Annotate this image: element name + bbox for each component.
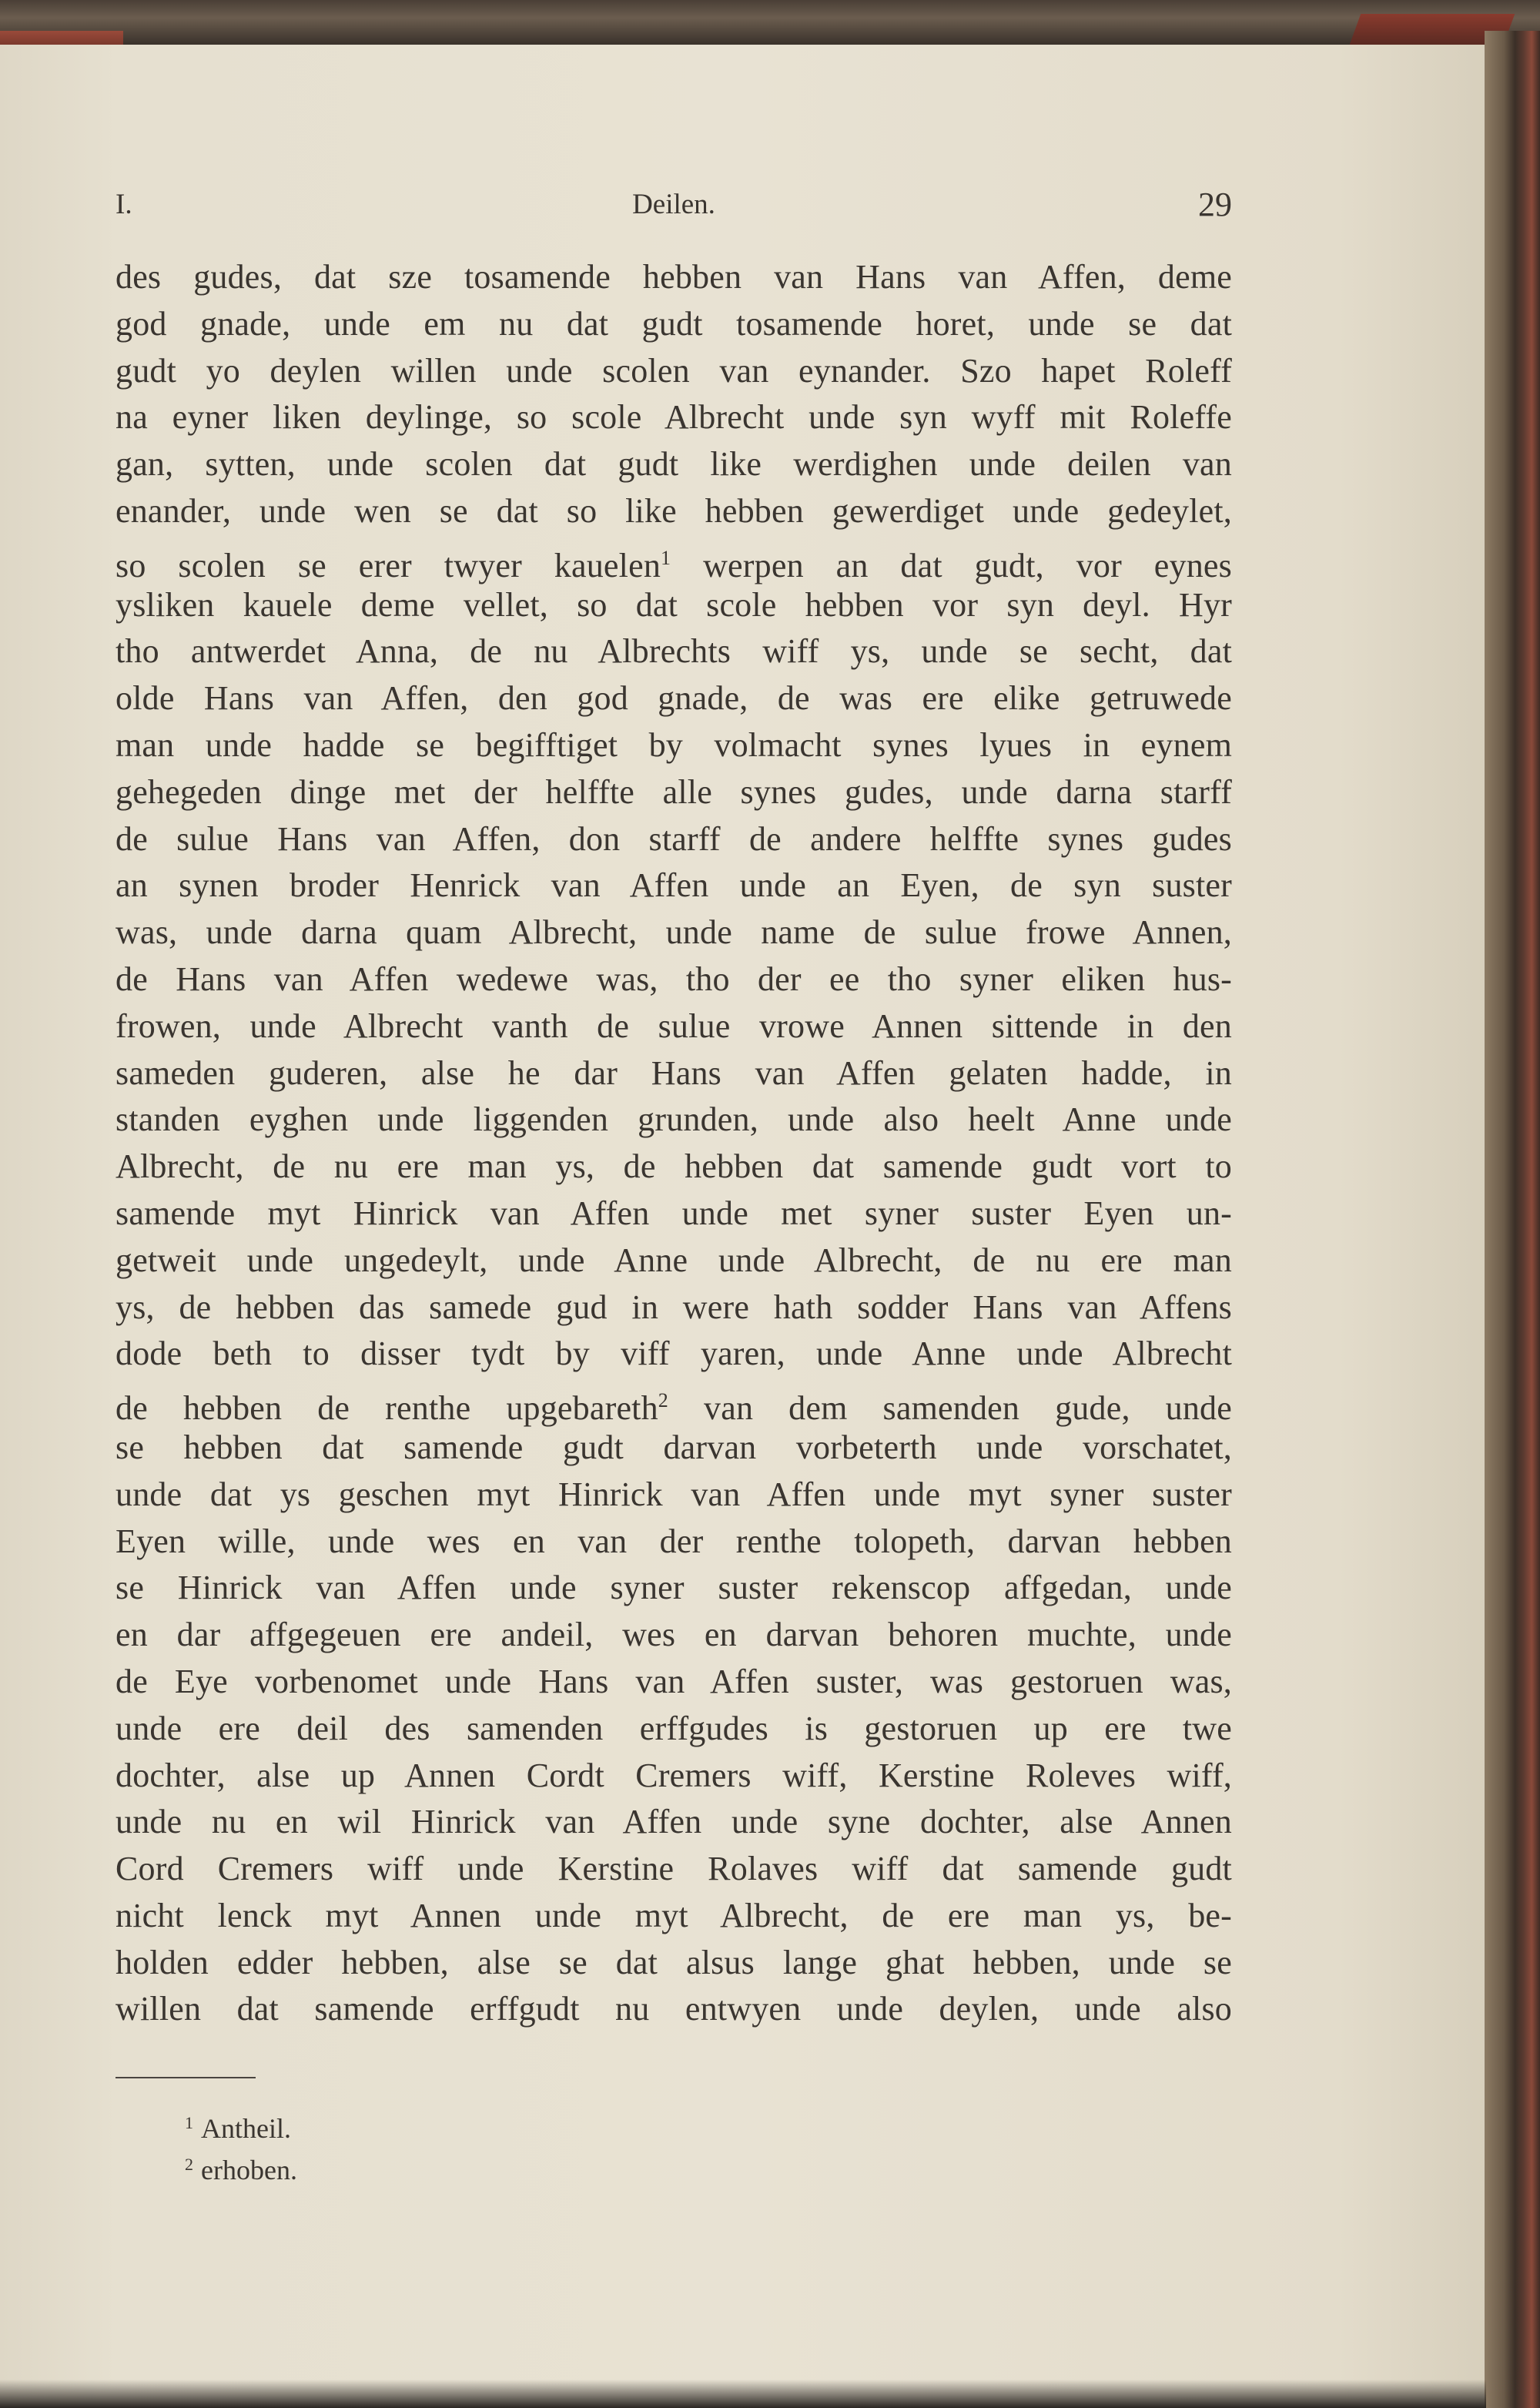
footnote-1 [185, 2102, 647, 2144]
body-text [116, 254, 1232, 2033]
line-text: ys, de hebben das samede gud in were hath sodder Hans van Affens [116, 1288, 1232, 1326]
footnote-text: erhoben. [201, 2155, 297, 2185]
line-text: dode beth to disser tydt by viff yaren, unde Anne unde Albrecht [116, 1335, 1232, 1373]
text-line [116, 1893, 1232, 1940]
text-line [116, 1331, 1232, 1378]
line-text: sameden guderen, alse he dar Hans van Affen gelaten hadde, in [116, 1053, 1232, 1092]
line-text: des gudes, dat sze tosamende hebben van Hans van Affen, deme [116, 258, 1232, 296]
line-text: gehegeden dinge met der helffte alle synes gudes, unde darna starff [116, 772, 1232, 811]
text-line [116, 1706, 1232, 1753]
line-text: willen dat samende erffgudt nu entwyen unde deylen, unde also [116, 1990, 1232, 2028]
line-text: nicht lenck myt Annen unde myt Albrecht, de ere man ys, be- [116, 1896, 1232, 1934]
line-text: gan, sytten, unde scolen dat gudt like werdighen unde deilen van [116, 445, 1232, 484]
text-line [116, 1050, 1232, 1097]
line-text: dochter, alse up Annen Cordt Cremers wiff, Kerstine Roleves wiff, [116, 1756, 1232, 1794]
page-number: 29 [1198, 186, 1232, 223]
footnote-mark: 1 [185, 2113, 193, 2132]
text-line [116, 441, 1232, 488]
line-text: so scolen se erer twyer kauelen [116, 546, 661, 584]
section-number: I. [116, 189, 132, 220]
line-text-continued: van dem samenden gude, unde [704, 1389, 1232, 1428]
text-line [116, 1986, 1232, 2033]
line-text: an synen broder Henrick van Affen unde an Eyen, de syn suster [116, 866, 1232, 905]
footnote-rule [116, 2077, 256, 2078]
line-text: frowen, unde Albrecht vanth de sulue vrowe Annen sittende in den [116, 1006, 1232, 1045]
bottom-shadow [0, 2380, 1486, 2408]
line-text: se Hinrick van Affen unde syner suster rekenscop affgedan, unde [116, 1569, 1232, 1607]
text-line [116, 1519, 1232, 1566]
line-text: unde ere deil des samenden erffgudes is gestoruen up ere twe [116, 1709, 1232, 1747]
text-line [116, 1659, 1232, 1706]
line-text: de hebben de renthe upgebareth [116, 1389, 658, 1428]
text-line [116, 582, 1232, 629]
text-line [116, 1472, 1232, 1519]
text-line [116, 862, 1232, 909]
text-line [116, 816, 1232, 863]
footnote-reference: 2 [658, 1389, 668, 1412]
line-text: was, unde darna quam Albrecht, unde name de sulue frowe Annen, [116, 913, 1232, 952]
line-text: ysliken kauele deme vellet, so dat scole hebben vor syn deyl. Hyr [116, 585, 1232, 624]
text-line [116, 1003, 1232, 1050]
text-line [116, 909, 1232, 956]
text-line [116, 675, 1232, 722]
footnotes [185, 2102, 647, 2185]
text-line [116, 254, 1232, 301]
running-header [116, 179, 1232, 225]
text-line [116, 769, 1232, 816]
text-line [116, 1846, 1232, 1893]
line-text: tho antwerdet Anna, de nu Albrechts wiff ys, unde se secht, dat [116, 632, 1232, 671]
text-line [116, 1612, 1232, 1659]
line-text: unde nu en wil Hinrick van Affen unde syne dochter, alse Annen [116, 1803, 1232, 1841]
footnote-reference: 1 [661, 546, 671, 569]
text-line [116, 1237, 1232, 1284]
text-line [116, 488, 1232, 535]
line-text: gudt yo deylen willen unde scolen van eynander. Szo hapet Roleff [116, 351, 1232, 390]
line-text: Cord Cremers wiff unde Kerstine Rolaves wiff dat samende gudt [116, 1850, 1232, 1888]
text-line [116, 1097, 1232, 1144]
text-line [116, 1191, 1232, 1237]
text-line [116, 1565, 1232, 1612]
line-text: holden edder hebben, alse se dat alsus lange ghat hebben, unde se [116, 1943, 1232, 1981]
text-line [116, 956, 1232, 1003]
line-text-continued: werpen an dat gudt, vor eynes [703, 546, 1232, 584]
line-text: Albrecht, de nu ere man ys, de hebben dat samende gudt vort to [116, 1147, 1232, 1186]
line-text: olde Hans van Affen, den god gnade, de was ere elike getruwede [116, 679, 1232, 718]
line-text: unde dat ys geschen myt Hinrick van Affen unde myt syner suster [116, 1475, 1232, 1513]
line-text: man unde hadde se begifftiget by volmacht synes lyues in eynem [116, 725, 1232, 764]
line-text: de Hans van Affen wedewe was, tho der ee tho syner eliken hus- [116, 960, 1232, 998]
text-line [116, 394, 1232, 441]
text-line [116, 1799, 1232, 1846]
line-text: na eyner liken deylinge, so scole Albrecht unde syn wyff mit Roleffe [116, 398, 1232, 437]
text-line [116, 301, 1232, 348]
text-line [116, 348, 1232, 395]
book-top-edge [0, 0, 1540, 45]
text-line [116, 1378, 1232, 1428]
text-line [116, 535, 1232, 582]
book-right-edge [1485, 31, 1540, 2408]
line-text: de Eye vorbenomet unde Hans van Affen suster, was gestoruen was, [116, 1662, 1232, 1700]
chapter-title: Deilen. [632, 189, 715, 220]
line-text: standen eyghen unde liggenden grunden, unde also heelt Anne unde [116, 1100, 1232, 1139]
footnote-2 [185, 2144, 647, 2185]
line-text: god gnade, unde em nu dat gudt tosamende horet, unde se dat [116, 304, 1232, 343]
line-text: samende myt Hinrick van Affen unde met syner suster Eyen un- [116, 1194, 1232, 1232]
text-line [116, 1144, 1232, 1191]
text-line [116, 1284, 1232, 1331]
line-text: enander, unde wen se dat so like hebben gewerdiget unde gedeylet, [116, 491, 1232, 530]
line-text: getweit unde ungedeylt, unde Anne unde Albrecht, de nu ere man [116, 1241, 1232, 1279]
line-text: en dar affgegeuen ere andeil, wes en darvan behoren muchte, unde [116, 1616, 1232, 1654]
line-text: se hebben dat samende gudt darvan vorbeterth unde vorschatet, [116, 1428, 1232, 1466]
text-line [116, 628, 1232, 675]
text-line [116, 1753, 1232, 1800]
text-line [116, 1425, 1232, 1472]
footnote-mark: 2 [185, 2155, 193, 2174]
text-line [116, 1940, 1232, 1987]
line-text: de sulue Hans van Affen, don starff de andere helffte synes gudes [116, 819, 1232, 858]
line-text: Eyen wille, unde wes en van der renthe tolopeth, darvan hebben [116, 1522, 1232, 1560]
text-line [116, 722, 1232, 769]
footnote-text: Antheil. [201, 2113, 291, 2144]
